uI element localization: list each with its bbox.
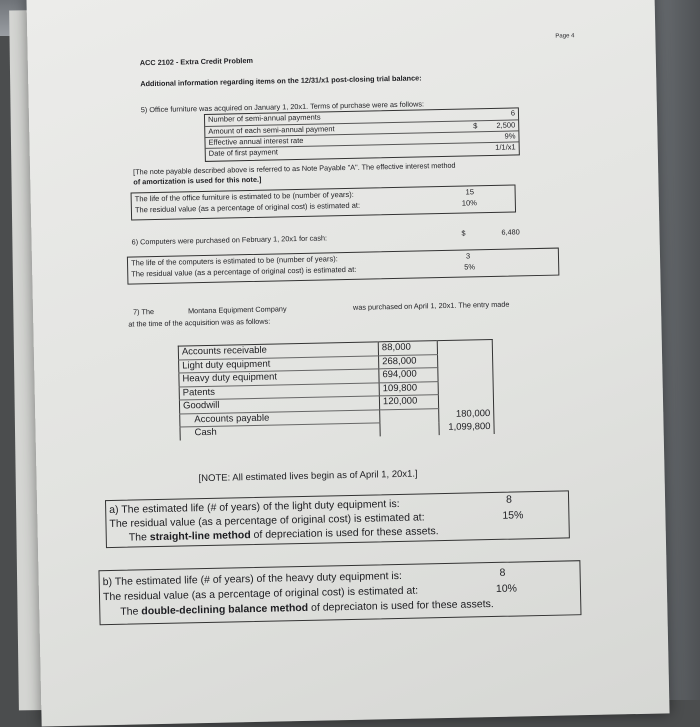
- light-duty-residual-value: 15%: [502, 509, 524, 522]
- computers-life-label: The life of the computers is estimated to be (number of years):: [130, 254, 338, 268]
- item6-text: 6) Computers were purchased on February 1, 20x1 for cash:: [131, 233, 328, 247]
- heavy-duty-method: The double-declining balance method of depreciaton is used for these assets.: [120, 598, 494, 618]
- furniture-life-label: The life of the office furniture is estimated to be (number of years):: [134, 189, 354, 204]
- part-a-box: [105, 490, 570, 548]
- furniture-residual-value: 10%: [461, 198, 477, 208]
- terms-row: Number of semi-annual payments 6: [207, 108, 516, 124]
- terms-row: Date of first payment 1/1/x1: [206, 141, 519, 160]
- light-duty-life-label: a) The estimated life (# of years) of the light duty equipment is:: [109, 497, 400, 517]
- lives-note: [NOTE: All estimated lives begin as of April 1, 20x1.]: [198, 468, 418, 485]
- item5-note-line1: [The note payable described above is referred to as Note Payable "A". The effective interest method: [133, 160, 456, 177]
- entry-row: Light duty equipment 268,000: [179, 353, 493, 373]
- item5-intro: 5) Office furniture was acquired on January 1, 20x1. Terms of purchase were as follows:: [140, 99, 425, 115]
- computers-life-value: 3: [465, 251, 471, 261]
- heavy-duty-life-value: 8: [499, 566, 506, 579]
- additional-info-title: Additional information regarding items on the 12/31/x1 post-closing trial balance:: [140, 73, 422, 89]
- item5-terms-box: [204, 107, 520, 162]
- item6-life-box: [127, 248, 559, 285]
- light-duty-life-value: 8: [505, 493, 513, 506]
- heavy-duty-residual-value: 10%: [495, 582, 518, 595]
- heavy-duty-life-label: b) The estimated life (# of years) of the heavy duty equipment is:: [102, 569, 402, 589]
- terms-row: Effective annual interest rate 9%: [205, 130, 518, 149]
- furniture-life-value: 15: [465, 187, 475, 197]
- item7-text: was purchased on April 1, 20x1. The entry made: [352, 299, 510, 312]
- terms-row: Amount of each semi-annual payment $ 2,500: [205, 119, 518, 138]
- entry-row: Heavy duty equipment 694,000: [179, 366, 493, 386]
- entry-row: Accounts receivable 88,000: [178, 339, 492, 359]
- acquisition-entry-table: [178, 339, 495, 440]
- item5-note-line2: of amortization is used for this note.]: [133, 174, 262, 187]
- item7-number: 7) The: [132, 307, 155, 317]
- entry-row: Goodwill 120,000: [179, 393, 493, 413]
- light-duty-residual-label: The residual value (as a percentage of original cost) is estimated at:: [109, 511, 425, 531]
- document-page: [26, 0, 669, 726]
- heavy-duty-residual-label: The residual value (as a percentage of original cost) is estimated at:: [102, 584, 419, 604]
- entry-row: Accounts payable 180,000: [180, 407, 494, 427]
- entry-row: Cash 1,099,800: [180, 420, 494, 440]
- light-duty-method: The straight-line method of depreciation is used for these assets.: [128, 525, 439, 544]
- page-number: Page 4: [555, 33, 575, 40]
- part-b-box: [98, 560, 581, 625]
- item6-currency: $: [461, 228, 466, 238]
- computers-residual-value: 5%: [464, 262, 476, 272]
- item7-company: Montana Equipment Company: [187, 304, 287, 316]
- course-title: ACC 2102 - Extra Credit Problem: [139, 55, 254, 68]
- item7-text-line2: at the time of the acquisition was as follows:: [128, 316, 271, 329]
- computers-residual-label: The residual value (as a percentage of original cost) is estimated at:: [131, 264, 357, 279]
- furniture-residual-label: The residual value (as a percentage of original cost) is estimated at:: [134, 200, 361, 215]
- item6-amount: 6,480: [501, 227, 520, 237]
- entry-row: Patents 109,800: [179, 380, 493, 400]
- item5-life-box: [131, 184, 517, 220]
